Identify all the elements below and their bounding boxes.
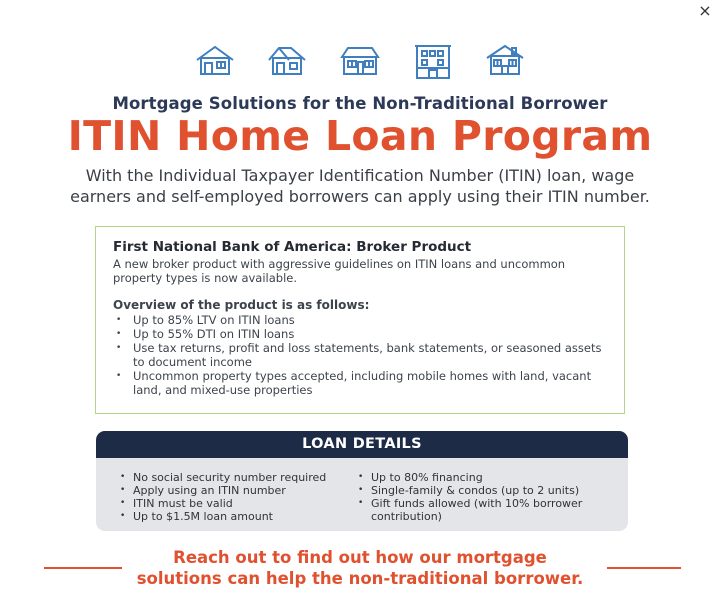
product-title: First National Bank of America: Broker Product: [113, 239, 472, 255]
product-description: A new broker product with aggressive guidelines on ITIN loans and uncommon property types is now available.: [113, 257, 566, 285]
cta-divider-right: [607, 567, 681, 569]
call-to-action: [120, 547, 600, 589]
apartment-icon: [413, 44, 453, 80]
house-icon: [339, 44, 381, 76]
list-item: • Gift funds allowed (with 10% borrower contribution): [357, 497, 597, 523]
overview-label: Overview of the product is as follows:: [113, 298, 370, 312]
list-item: • Single-family & condos (up to 2 units): [357, 484, 597, 497]
house-icons-row: [0, 44, 720, 80]
house-icon: [267, 44, 307, 76]
close-button[interactable]: ×: [698, 1, 712, 20]
house-icon: [485, 44, 525, 76]
product-box: [95, 226, 625, 414]
cta-line: Reach out to find out how our mortgage: [173, 548, 547, 567]
loan-details-right-column: [357, 471, 597, 523]
house-icon: [195, 44, 235, 76]
list-item: • Up to 55% DTI on ITIN loans: [113, 327, 608, 341]
list-item: • No social security number required: [119, 471, 349, 484]
list-item: • Apply using an ITIN number: [119, 484, 349, 497]
loan-details-left-column: [119, 471, 349, 523]
list-item: • Uncommon property types accepted, including mobile homes with land, vacant land, and mixed-use properties: [113, 369, 608, 397]
intro-line: With the Individual Taxpayer Identification Number (ITIN) loan, wage: [85, 166, 635, 185]
product-bullet-list: [113, 313, 608, 397]
page-title: ITIN Home Loan Program: [67, 112, 653, 160]
page-subtitle: Mortgage Solutions for the Non-Traditional Borrower: [112, 94, 608, 113]
list-item: • Up to $1.5M loan amount: [119, 510, 349, 523]
list-item: • Use tax returns, profit and loss statements, bank statements, or seasoned assets to document income: [113, 341, 608, 369]
list-item: • ITIN must be valid: [119, 497, 349, 510]
loan-details-panel: [96, 458, 628, 531]
intro-text: [40, 165, 680, 207]
cta-divider-left: [44, 567, 122, 569]
intro-line: earners and self-employed borrowers can apply using their ITIN number.: [70, 187, 650, 206]
cta-line: solutions can help the non-traditional borrower.: [136, 569, 584, 588]
list-item: • Up to 80% financing: [357, 471, 597, 484]
list-item: • Up to 85% LTV on ITIN loans: [113, 313, 608, 327]
loan-details-heading: LOAN DETAILS: [96, 431, 628, 458]
